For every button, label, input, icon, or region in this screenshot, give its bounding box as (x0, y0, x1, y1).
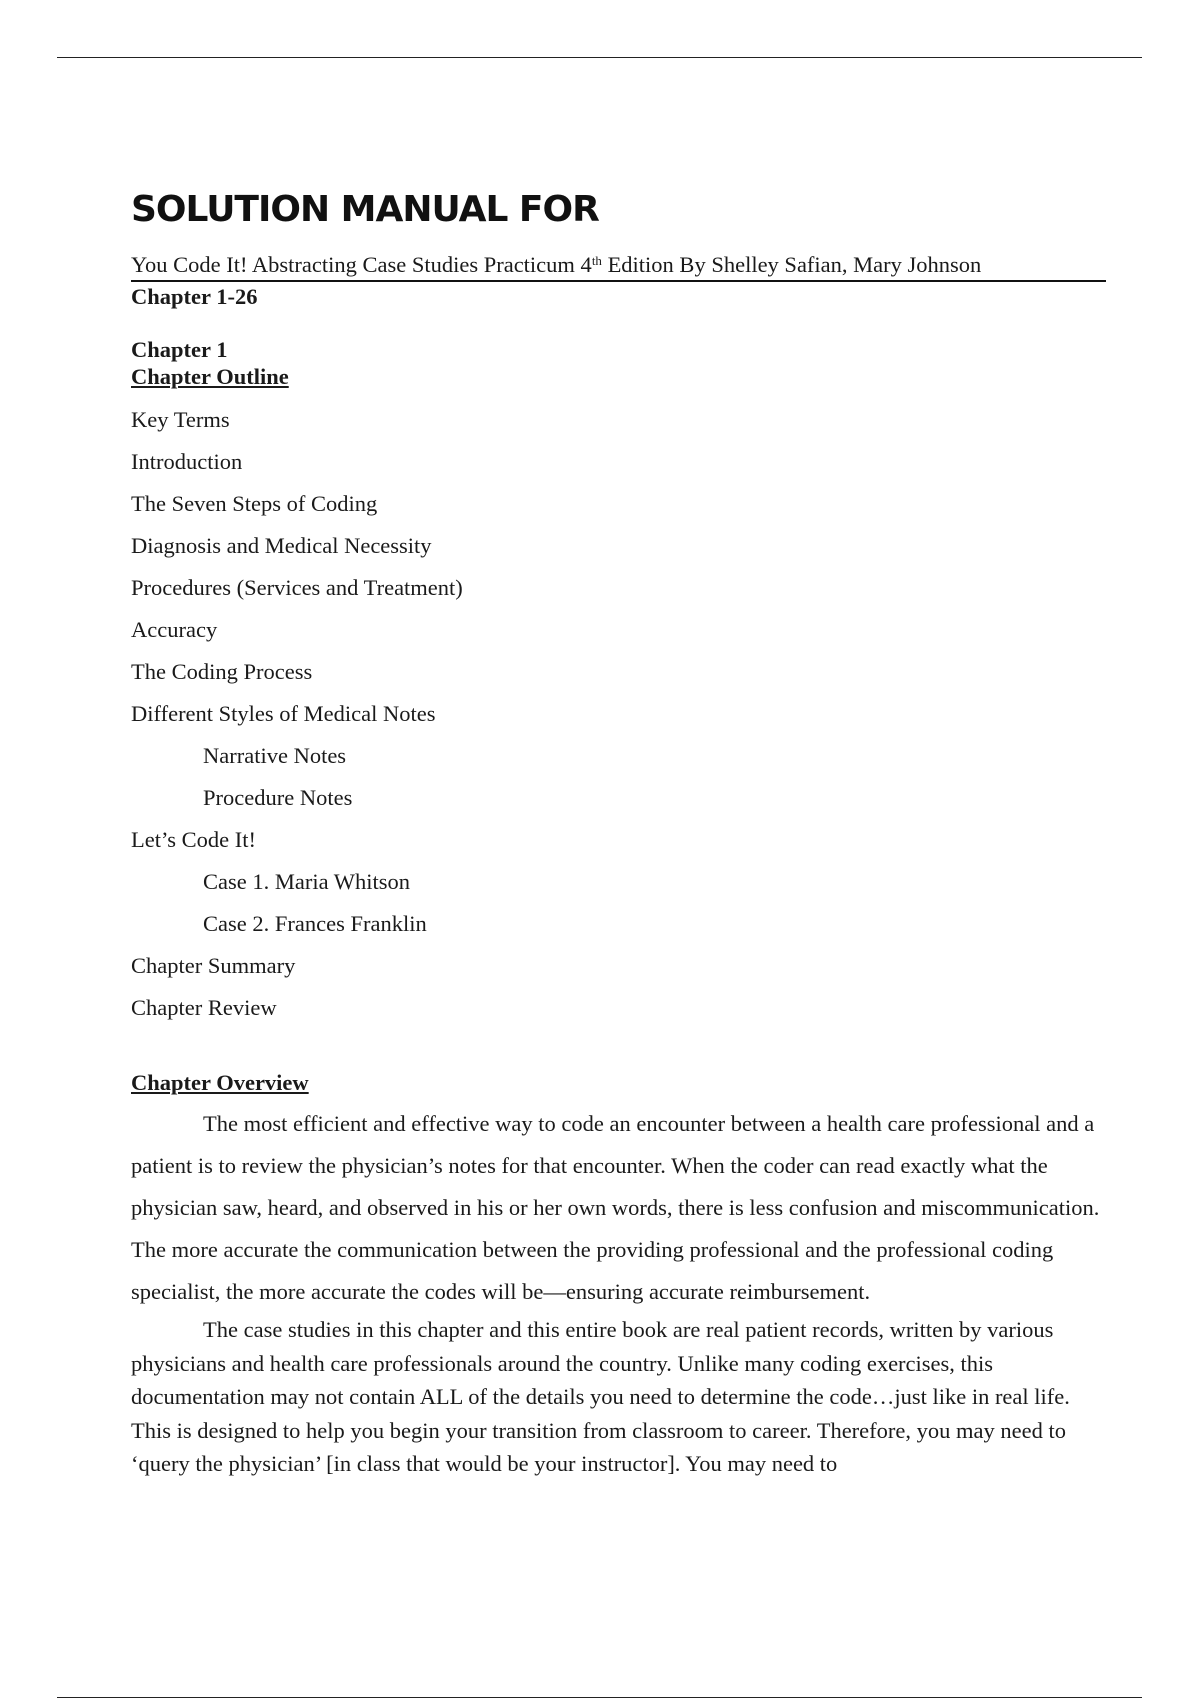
chapters-range: Chapter 1-26 (131, 284, 258, 309)
chapter-outline-list (131, 399, 1106, 1029)
outline-item: Different Styles of Medical Notes (131, 701, 436, 726)
outline-item: Diagnosis and Medical Necessity (131, 533, 432, 558)
outline-subitem: Case 1. Maria Whitson (203, 869, 411, 894)
page-content (131, 190, 1106, 1481)
book-subtitle (131, 252, 1106, 282)
outline-item: Chapter Summary (131, 953, 296, 978)
bottom-rule (57, 1697, 1142, 1698)
overview-heading: Chapter Overview (131, 1070, 309, 1095)
subtitle-authors: Edition By Shelley Safian, Mary Johnson (601, 252, 982, 277)
overview-paragraph-2: The case studies in this chapter and this entire book are real patient records, written by various physicians and health care professionals around the country. Unlike many coding exercises, this documentation may not contain ALL of the details you need to determine the code…just like in real life. This is designed to help you begin your transition from classroom to career. Therefore, you may need to ‘query the physician’ [in class that would be your instructor]. You may need to (131, 1317, 1070, 1476)
outline-item: The Seven Steps of Coding (131, 491, 378, 516)
outline-subitem: Procedure Notes (203, 785, 353, 810)
subtitle-text: You Code It! Abstracting Case Studies Practicum 4 (131, 252, 592, 277)
document-title: SOLUTION MANUAL FOR (131, 189, 599, 230)
outline-subitem: Narrative Notes (203, 743, 347, 768)
edition-superscript: th (591, 253, 602, 268)
outline-item: The Coding Process (131, 659, 313, 684)
outline-item: Let’s Code It! (131, 827, 256, 852)
outline-item: Accuracy (131, 617, 218, 642)
outline-item: Chapter Review (131, 995, 277, 1020)
chapter-heading: Chapter 1 (131, 337, 228, 362)
top-rule (57, 57, 1142, 58)
outline-heading: Chapter Outline (131, 364, 289, 389)
overview-paragraph-1: The most efficient and effective way to code an encounter between a health care professional and a patient is to review the physician’s notes for that encounter. When the coder can read exactly what the physician saw, heard, and observed in his or her own words, there is less confusion and miscommunication. The more accurate the communication between the providing professional and the professional coding specialist, the more accurate the codes will be—ensuring accurate reimbursement. (131, 1111, 1100, 1304)
outline-subitem: Case 2. Frances Franklin (203, 911, 427, 936)
outline-item: Introduction (131, 449, 243, 474)
outline-item: Key Terms (131, 407, 230, 432)
outline-item: Procedures (Services and Treatment) (131, 575, 463, 600)
